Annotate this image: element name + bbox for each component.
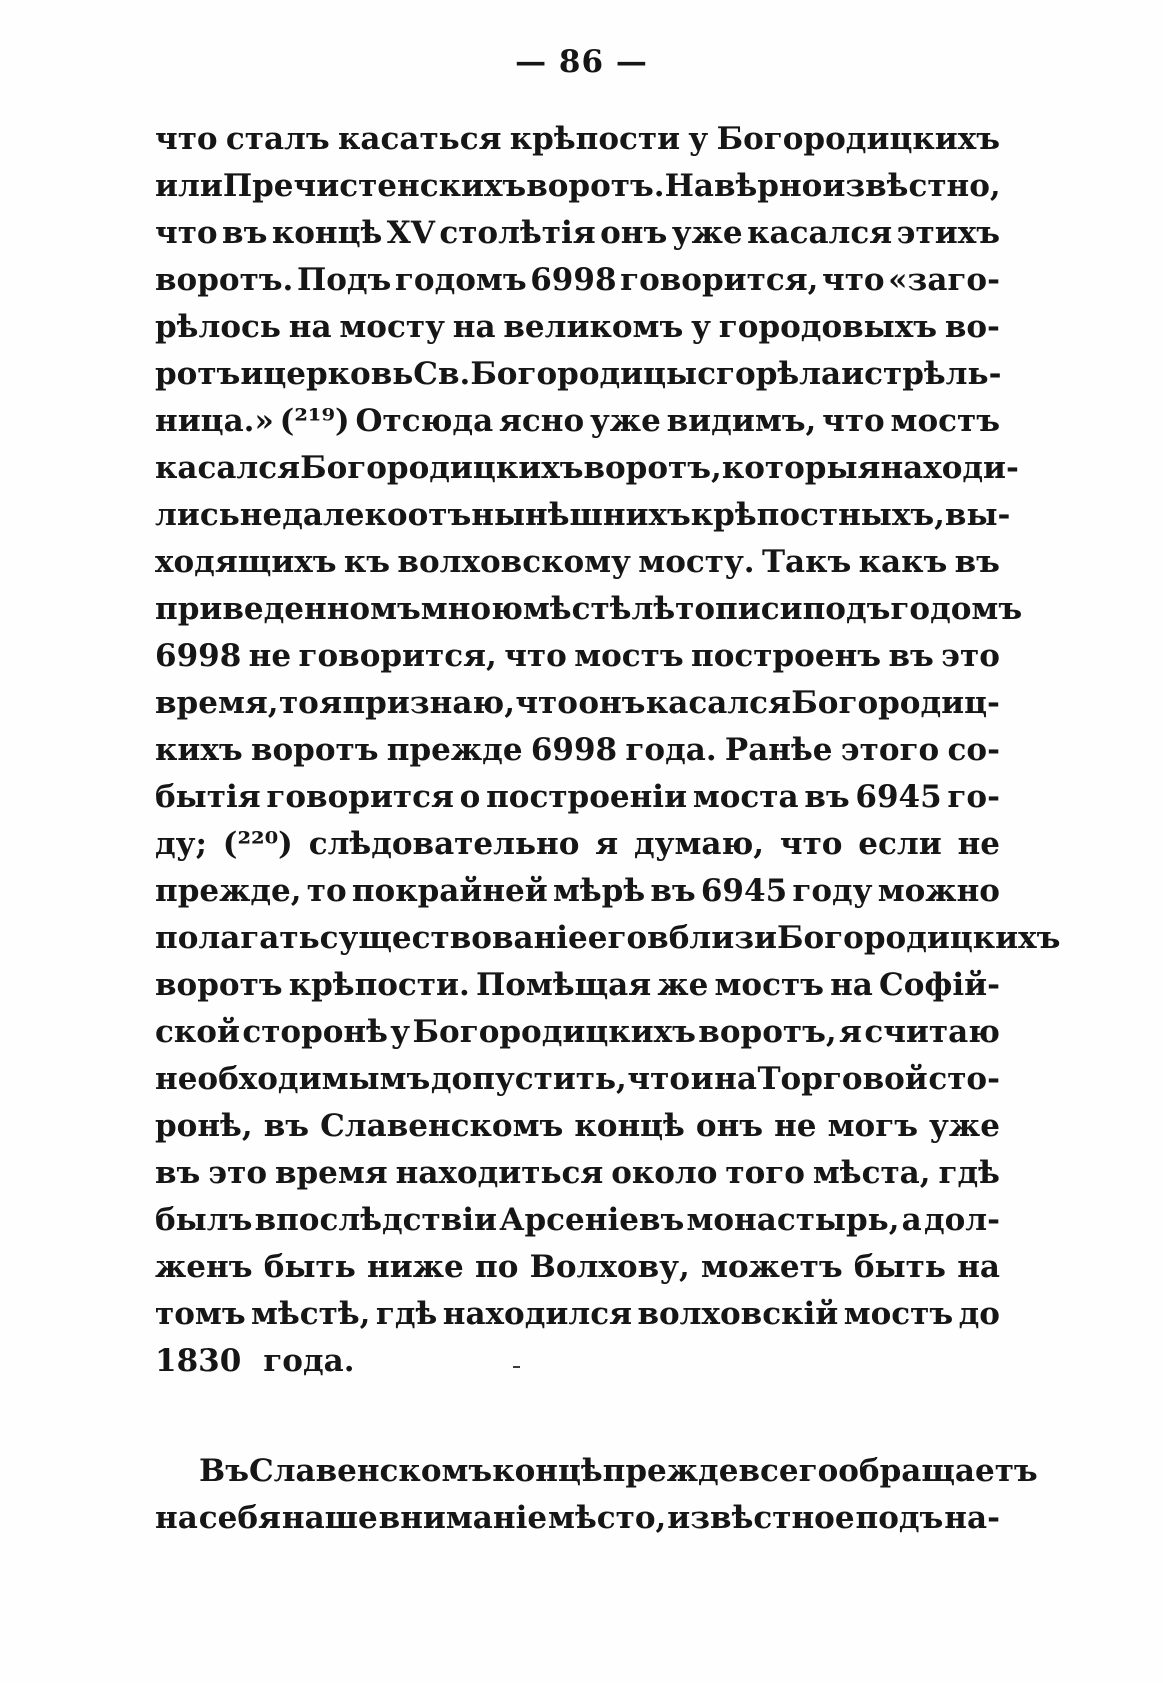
paragraph-2 [155, 1448, 1038, 1542]
paragraph-1 [155, 116, 1061, 1385]
text-line: женъ быть ниже по Волхову, можетъ быть на [155, 1249, 1000, 1285]
text-line: былъ впослѣдствіи Арсеніевъ монастырь, а дол- [155, 1202, 1000, 1238]
text-line: 1830 года. [155, 1343, 355, 1379]
text-line: ходящихъ къ волховскому мосту. Такъ какъ въ [155, 544, 1000, 580]
text-line: воротъ крѣпости. Помѣщая же мостъ на Софій- [155, 967, 1000, 1003]
text-line: ронѣ, въ Славенскомъ концѣ онъ не могъ уже [155, 1108, 1000, 1144]
text-line: Въ Славенскомъ концѣ прежде всего обращаетъ [199, 1453, 1038, 1489]
text-line: 6998 не говорится, что мостъ построенъ въ это [155, 638, 1000, 674]
text-line: ротъ и церковь Св. Богородицы сгорѣла и стрѣль- [155, 356, 1002, 392]
text-line: рѣлось на мосту на великомъ у городовыхъ во- [155, 309, 1000, 345]
text-line: ница.» (²¹⁹) Отсюда ясно уже видимъ, что мостъ [155, 403, 1000, 439]
text-line: что сталъ касаться крѣпости у Богородицкихъ [155, 121, 1000, 157]
text-line: необходимымъ допустить, что и на Торговой сто- [155, 1061, 1000, 1097]
text-line: воротъ. Подъ годомъ 6998 говорится, что «заго- [155, 262, 1000, 298]
page-number: — 86 — [515, 44, 648, 80]
text-line: на себя наше вниманіе мѣсто, извѣстное подъ на- [155, 1500, 1000, 1536]
text-line: кихъ воротъ прежде 6998 года. Ранѣе этого со- [155, 732, 1000, 768]
text-line: въ это время находиться около того мѣста, гдѣ [155, 1155, 1000, 1191]
text-line: лись не далеко отъ нынѣшнихъ крѣпостныхъ, вы- [155, 497, 1011, 533]
print-speck [513, 1366, 520, 1368]
text-line: бытія говорится о построеніи моста въ 6945 го- [155, 779, 1000, 815]
text-line: ду; (²²⁰) слѣдовательно я думаю, что если не [155, 826, 1000, 862]
text-line: или Пречистенскихъ воротъ. Навѣрно извѣстно, [155, 168, 1001, 204]
text-line: время, то я признаю, что онъ касался Богородиц- [155, 685, 1000, 721]
text-line: томъ мѣстѣ, гдѣ находился волховскій мостъ до [155, 1296, 1000, 1332]
text-line: приведенномъ мною мѣстѣ лѣтописи подъ годомъ [155, 591, 1023, 627]
text-line: что въ концѣ XV столѣтія онъ уже касался этихъ [155, 215, 1000, 251]
text-line: прежде, то покрайней мѣрѣ въ 6945 году можно [155, 873, 1000, 909]
text-line: полагать существованіе его вблизи Богородицкихъ [155, 920, 1061, 956]
text-line: ской сторонѣ у Богородицкихъ воротъ, я считаю [155, 1014, 1000, 1050]
text-line: касался Богородицкихъ воротъ, которыя находи- [155, 450, 1019, 486]
